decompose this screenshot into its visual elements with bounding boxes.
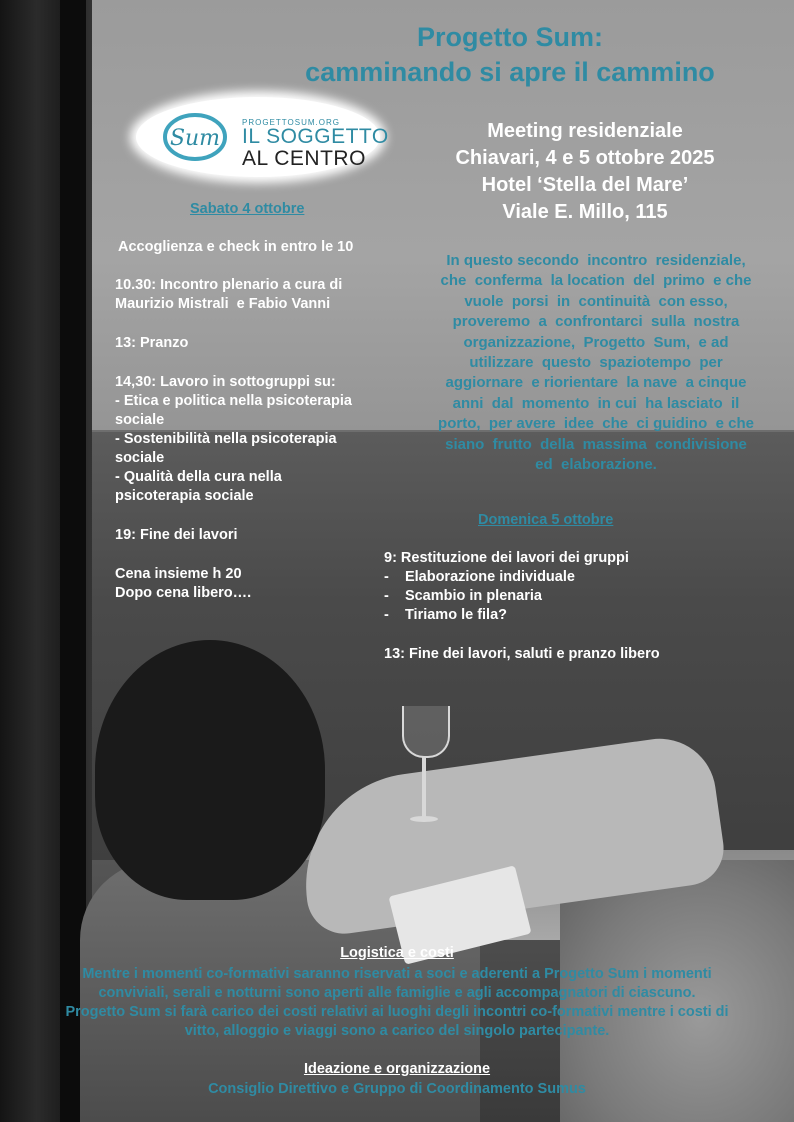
svg-text:Sum: Sum: [169, 126, 221, 151]
intro-line: porto, per avere idee che ci guidino e che: [438, 415, 754, 433]
title-line-1: Progetto Sum:: [417, 22, 603, 52]
title-line-2: camminando si apre il cammino: [305, 57, 715, 87]
intro-paragraph: [422, 251, 770, 475]
intro-line: siano frutto della massima condivisione: [445, 435, 747, 453]
intro-line: che conferma la location del primo e che: [440, 272, 752, 290]
intro-line: proveremo a confrontarci sulla nostra: [452, 313, 740, 331]
sunday-line: - Scambio in plenaria: [384, 588, 542, 604]
sunday-heading: Domenica 5 ottobre: [478, 512, 614, 528]
intro-line: organizzazione, Progetto Sum, e ad: [463, 333, 729, 351]
saturday-evening: [115, 565, 385, 603]
groups-line: - Sostenibilità nella psicoterapia: [115, 431, 337, 447]
saturday-groups: [115, 373, 385, 506]
logo-line-1: IL SOGGETTO: [242, 125, 389, 148]
organization-heading: Ideazione e organizzazione: [303, 1061, 491, 1077]
saturday-lunch: 13: Pranzo: [115, 335, 189, 351]
groups-line: 14,30: Lavoro in sottogruppi su:: [115, 374, 336, 390]
saturday-heading: Sabato 4 ottobre: [190, 201, 305, 217]
evening-line: Cena insieme h 20: [115, 566, 242, 582]
logistics-line: Progetto Sum si farà carico dei costi relativi ai luoghi degli incontri co-formativi mentre i costi di: [65, 1004, 729, 1020]
groups-line: sociale: [115, 450, 165, 466]
meeting-info: [420, 118, 750, 226]
sunday-end: 13: Fine dei lavori, saluti e pranzo libero: [384, 646, 660, 662]
logistics-heading: Logistica e costi: [340, 945, 454, 961]
intro-line: vuole porsi in continuità con esso,: [464, 292, 728, 310]
groups-line: - Qualità della cura nella: [115, 469, 282, 485]
logistics-line: conviviali, serali e notturni sono aperti alle famiglie e agli accompagnatori di ciascuno.: [98, 985, 696, 1001]
logistics-line: vitto, alloggio e viaggi sono a carico del singolo partecipante.: [184, 1023, 610, 1039]
meeting-line-4: Viale E. Millo, 115: [502, 201, 668, 223]
person-hair: [95, 640, 325, 900]
evening-line: Dopo cena libero….: [115, 585, 252, 601]
plenary-line: Maurizio Mistrali e Fabio Vanni: [115, 296, 331, 312]
logo-line-2: AL CENTRO: [242, 147, 366, 170]
groups-line: - Etica e politica nella psicoterapia: [115, 393, 352, 409]
logistics-text: [0, 965, 794, 1041]
plenary-line: 10.30: Incontro plenario a cura di: [115, 277, 343, 293]
sunday-line: 9: Restituzione dei lavori dei gruppi: [384, 550, 629, 566]
sunday-items: [384, 549, 744, 625]
page-title: [230, 20, 790, 90]
meeting-line-1: Meeting residenziale: [487, 120, 683, 142]
sunday-line: - Elaborazione individuale: [384, 569, 575, 585]
wine-glass: [402, 706, 446, 826]
intro-line: In questo secondo incontro residenziale,: [446, 252, 746, 269]
meeting-line-2: Chiavari, 4 e 5 ottobre 2025: [455, 147, 715, 169]
saturday-end: 19: Fine dei lavori: [115, 527, 238, 543]
intro-line: aggiornare e riorientare la nave a cinque: [445, 374, 747, 392]
saturday-plenary: [115, 276, 385, 314]
logo-mark-icon: [160, 110, 230, 164]
meeting-line-3: Hotel ‘Stella del Mare’: [481, 174, 689, 196]
logistics-line: Mentre i momenti co-formativi saranno riservati a soci e aderenti a Progetto Sum i momenti: [82, 966, 712, 982]
organization-text: Consiglio Direttivo e Gruppo di Coordinamento Sumus: [208, 1081, 586, 1097]
groups-line: sociale: [115, 412, 165, 428]
intro-line: utilizzare questo spaziotempo per: [469, 354, 723, 372]
intro-line: ed elaborazione.: [535, 456, 657, 474]
saturday-welcome: Accoglienza e check in entro le 10: [118, 239, 354, 255]
sunday-line: - Tiriamo le fila?: [384, 607, 508, 623]
groups-line: psicoterapia sociale: [115, 488, 254, 504]
intro-line: anni dal momento in cui ha lasciato il: [452, 394, 740, 412]
logo-site: PROGETTOSUM.ORG: [242, 118, 340, 127]
